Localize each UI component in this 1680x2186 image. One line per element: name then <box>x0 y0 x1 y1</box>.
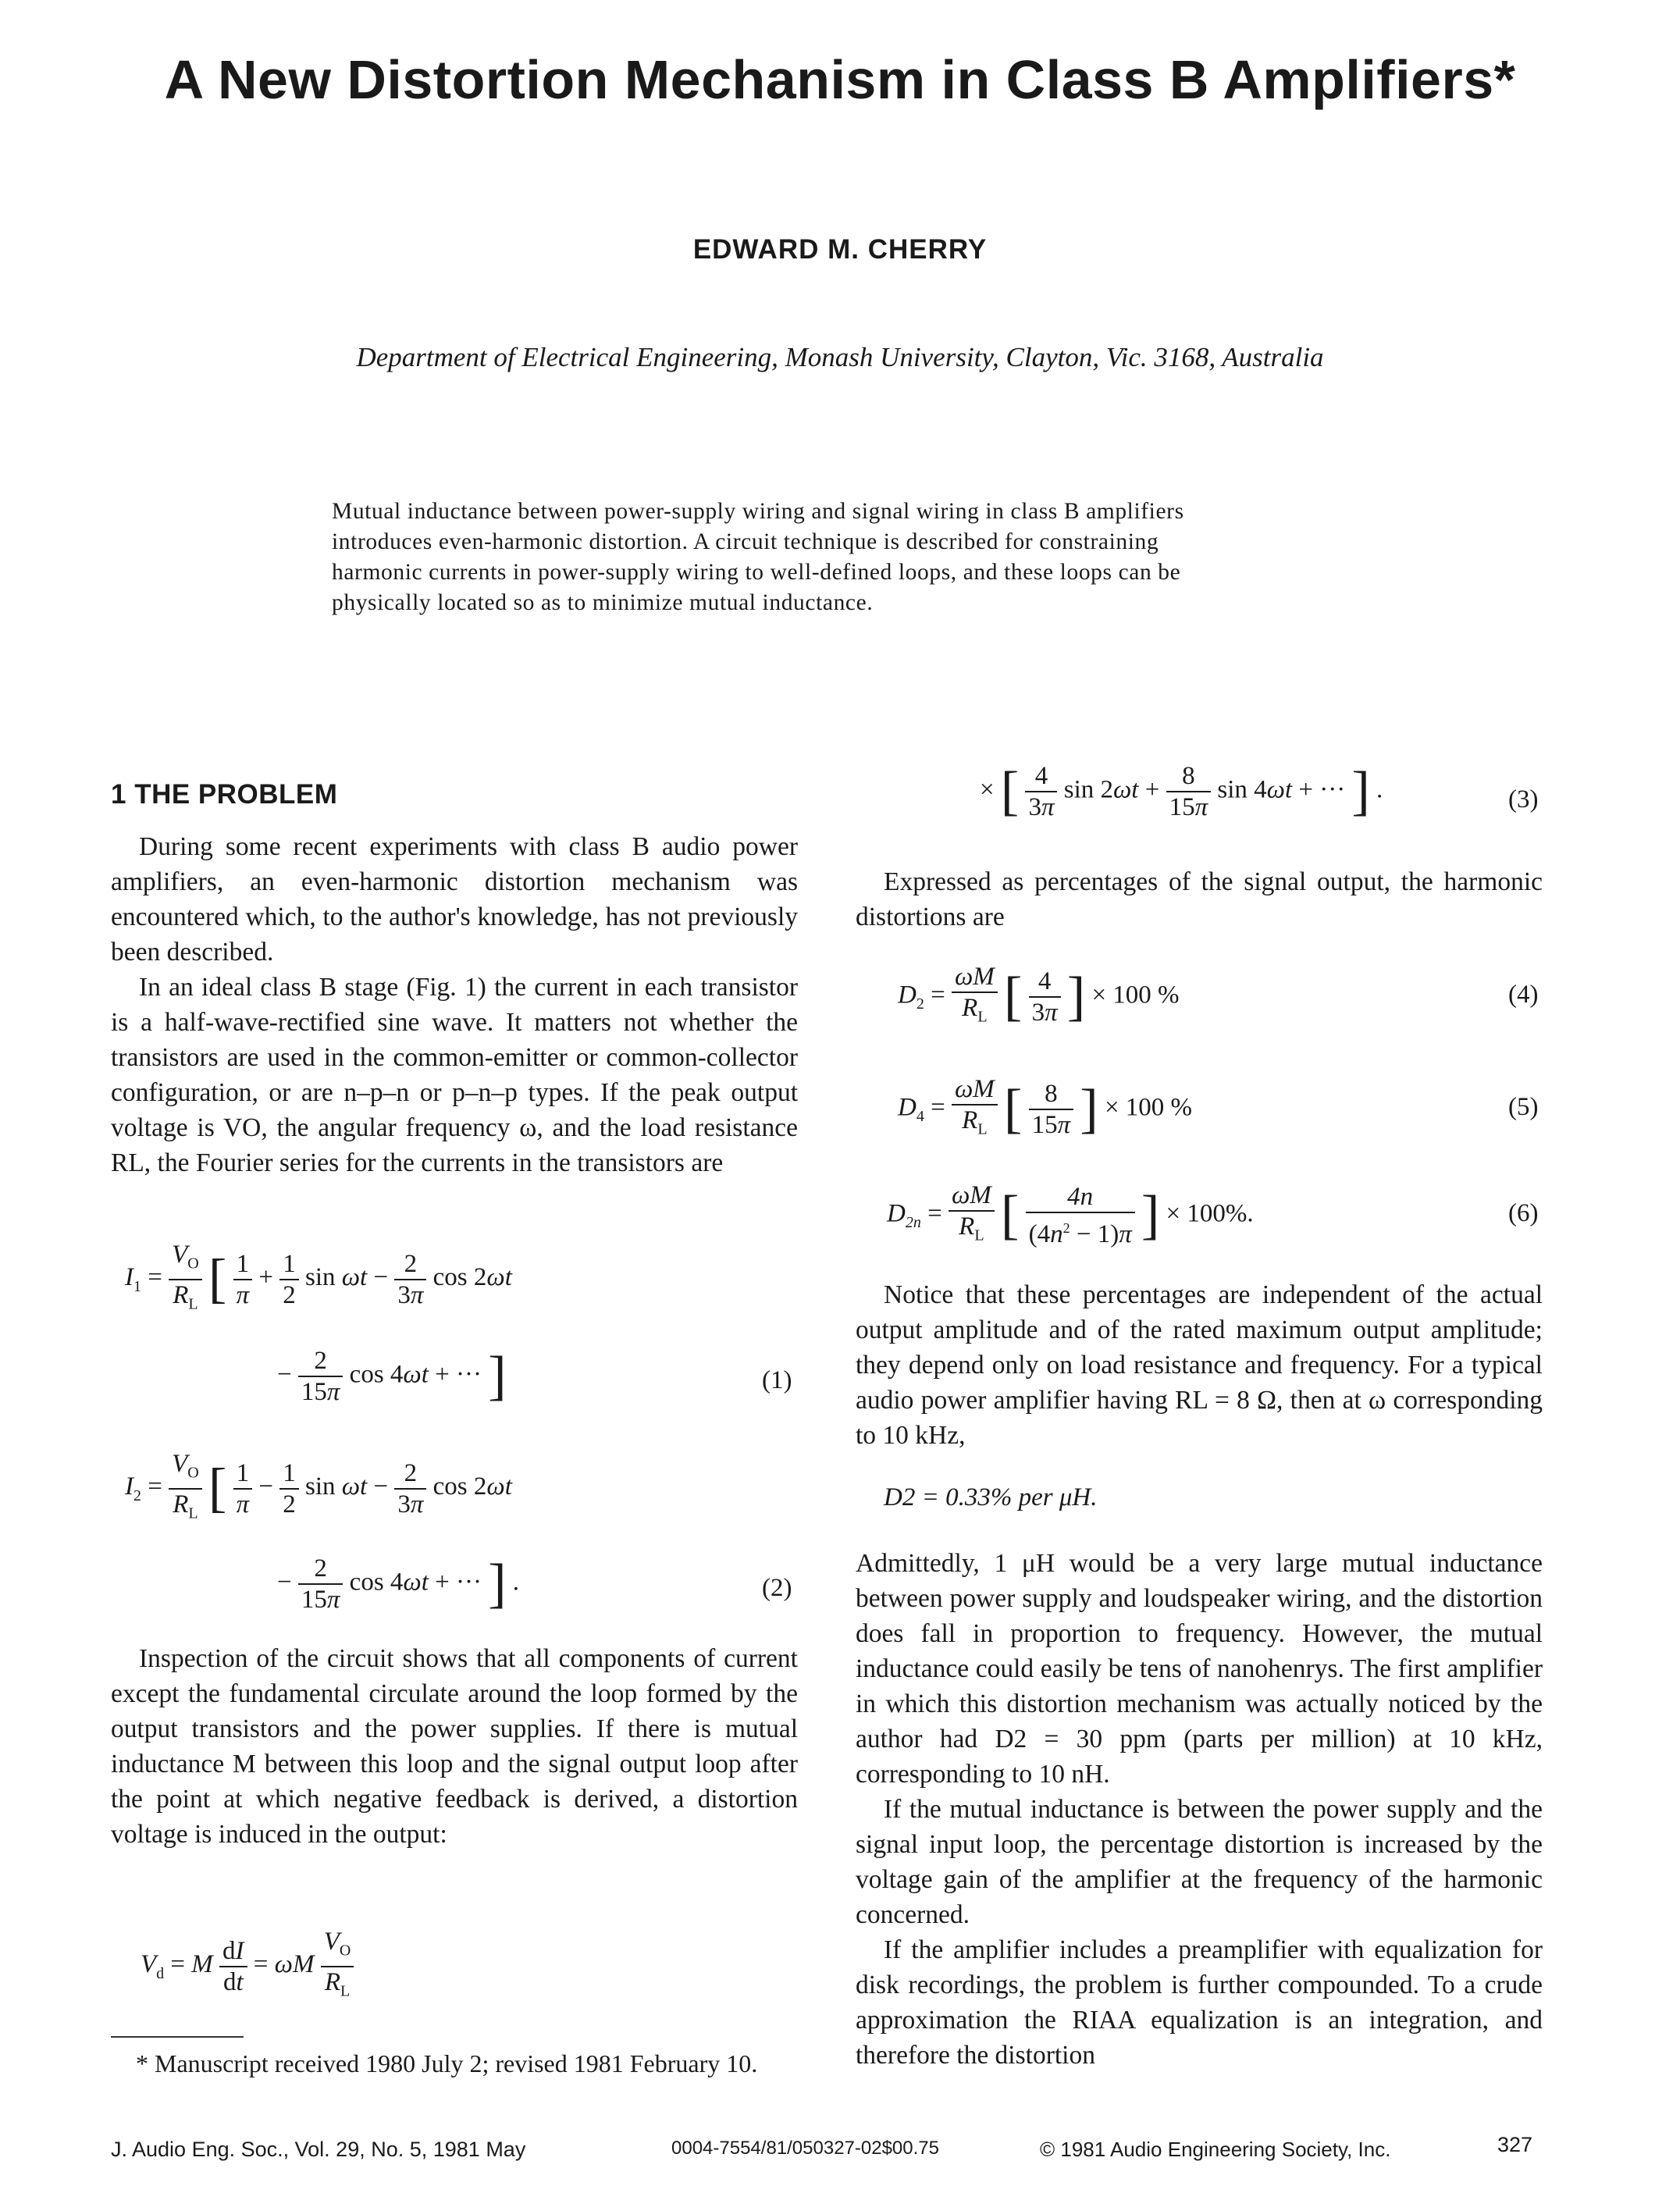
equation-number: (5) <box>1508 1093 1539 1121</box>
section-heading: 1 THE PROBLEM <box>111 779 338 810</box>
abstract-line: physically located so as to minimize mutual inductance. <box>332 590 874 615</box>
left-column-intro <box>111 829 798 1180</box>
equation-3: × [ $\frac{4}{3\pi}$ sin 2ωt + $\frac{8}{15\pi}$ sin 4ωt + ··· ] . <box>980 761 1383 821</box>
abstract-line: harmonic currents in power-supply wiring to well-defined loops, and these loops can be <box>332 560 1181 585</box>
footnote-rule <box>111 2036 244 2038</box>
paper-title: A New Distortion Mechanism in Class B Amplifiers* <box>164 49 1516 110</box>
equation-d2-value: D2 = 0.33% per μH. <box>884 1483 1098 1511</box>
footnote <box>111 2049 798 2078</box>
equation-number: (4) <box>1508 981 1539 1009</box>
equation-number: (1) <box>762 1366 792 1394</box>
equation-4: $D_2$ = $\frac{\omega M}{R_L}$ [ $\frac{4}{3\pi}$ ] × 100 % <box>898 963 1180 1027</box>
right-column-admittedly <box>856 1546 1543 2073</box>
footer-code: 0004-7554/81/050327-02$00.75 <box>671 2138 939 2159</box>
footer-journal: J. Audio Eng. Soc., Vol. 29, No. 5, 1981 May <box>111 2138 526 2161</box>
left-column-inspection <box>111 1641 798 1852</box>
abstract <box>332 497 1322 618</box>
equation-number: (6) <box>1508 1199 1539 1227</box>
equation-5: $D_4$ = $\frac{\omega M}{R_L}$ [ $\frac{8}{15\pi}$ ] × 100 % <box>898 1075 1193 1139</box>
equation-number: (2) <box>762 1574 792 1602</box>
footnote-text: * Manuscript received 1980 July 2; revised 1981 February 10. <box>136 2049 758 2077</box>
right-column-notice <box>856 1277 1543 1453</box>
footer-copyright: © 1981 Audio Engineering Society, Inc. <box>1040 2138 1391 2161</box>
author-affiliation: Department of Electrical Engineering, Monash University, Clayton, Vic. 3168, Australia <box>356 342 1324 372</box>
abstract-line: Mutual inductance between power-supply wiring and signal wiring in class B amplifiers <box>332 499 1184 524</box>
paragraph: Admittedly, 1 μH would be a very large mutual inductance between power supply and loudspeaker wiring, and the distortion does fall in proportion to frequency. However, the mutual inductance could easily be tens of nanohenrys. The first amplifier in which this distortion mechanism was actually noticed by the author had D2 = 30 ppm (parts per million) at 10 kHz, corresponding to 10 nH. <box>856 1549 1543 1789</box>
paragraph: Notice that these percentages are independent of the actual output amplitude and of the rated maximum output amplitude; they depend only on load resistance and frequency. For a typical audio power amplifier having RL = 8 Ω, then at ω corresponding to 10 kHz, <box>856 1280 1543 1450</box>
paragraph: Inspection of the circuit shows that all components of current except the fundamental circulate around the loop formed by the output transistors and the power supplies. If there is mutual inductance M between this loop and the signal output loop after the point at which negative feedback is derived, a distortion voltage is induced in the output: <box>111 1644 798 1849</box>
page-number: 327 <box>1497 2133 1533 2156</box>
paragraph: In an ideal class B stage (Fig. 1) the current in each transistor is a half-wave-rectified sine wave. It matters not whether the transistors are used in the common-emitter or common-collector configuration, or are n–p–n or p–n–p types. If the peak output voltage is VO, the angular frequency ω, and the load resistance RL, the Fourier series for the currents in the transistors are <box>111 973 798 1177</box>
right-column-expressed <box>856 864 1543 935</box>
paragraph: Expressed as percentages of the signal output, the harmonic distortions are <box>856 867 1543 931</box>
author-name: EDWARD M. CHERRY <box>692 234 988 265</box>
equation-1: $I_1$ = $\frac{V_O}{R_L}$ [ $\frac{1}{\pi}$ + $\frac{1}{2}$ sin ωt − $\frac{2}{3\pi}$ cos 2ωt <box>125 1241 512 1313</box>
equation-6: $D_{2n}$ = $\frac{\omega M}{R_L}$ [ $\frac{4n}{(4n^2 - 1)\pi}$ ] × 100%. <box>887 1181 1254 1248</box>
equation-number: (3) <box>1508 785 1539 814</box>
equation-2: $I_2$ = $\frac{V_O}{R_L}$ [ $\frac{1}{\pi}$ − $\frac{1}{2}$ sin ωt − $\frac{2}{3\pi}$ cos 2ωt <box>125 1450 512 1522</box>
equation-1-cont: − $\frac{2}{15\pi}$ cos 4ωt + ··· ] <box>277 1346 507 1406</box>
paragraph: If the mutual inductance is between the power supply and the signal input loop, the percentage distortion is increased by the voltage gain of the amplifier at the frequency of the harmonic concerned. <box>856 1795 1543 1929</box>
paragraph: During some recent experiments with class B audio power amplifiers, an even-harmonic distortion mechanism was encountered which, to the author's knowledge, has not previously been described. <box>111 832 798 967</box>
equation-vd: $V_d = M$ $\frac{dI}{dt}$ = ωM $\frac{V_O}{R_L}$ <box>141 1927 354 2006</box>
equation-2-cont: − $\frac{2}{15\pi}$ cos 4ωt + ··· ] . <box>277 1554 520 1614</box>
abstract-line: introduces even-harmonic distortion. A circuit technique is described for constraining <box>332 529 1159 554</box>
paragraph: If the amplifier includes a preamplifier with equalization for disk recordings, the problem is further compounded. To a crude approximation the RIAA equalization is an integration, and therefore the distortion <box>856 1935 1543 2070</box>
